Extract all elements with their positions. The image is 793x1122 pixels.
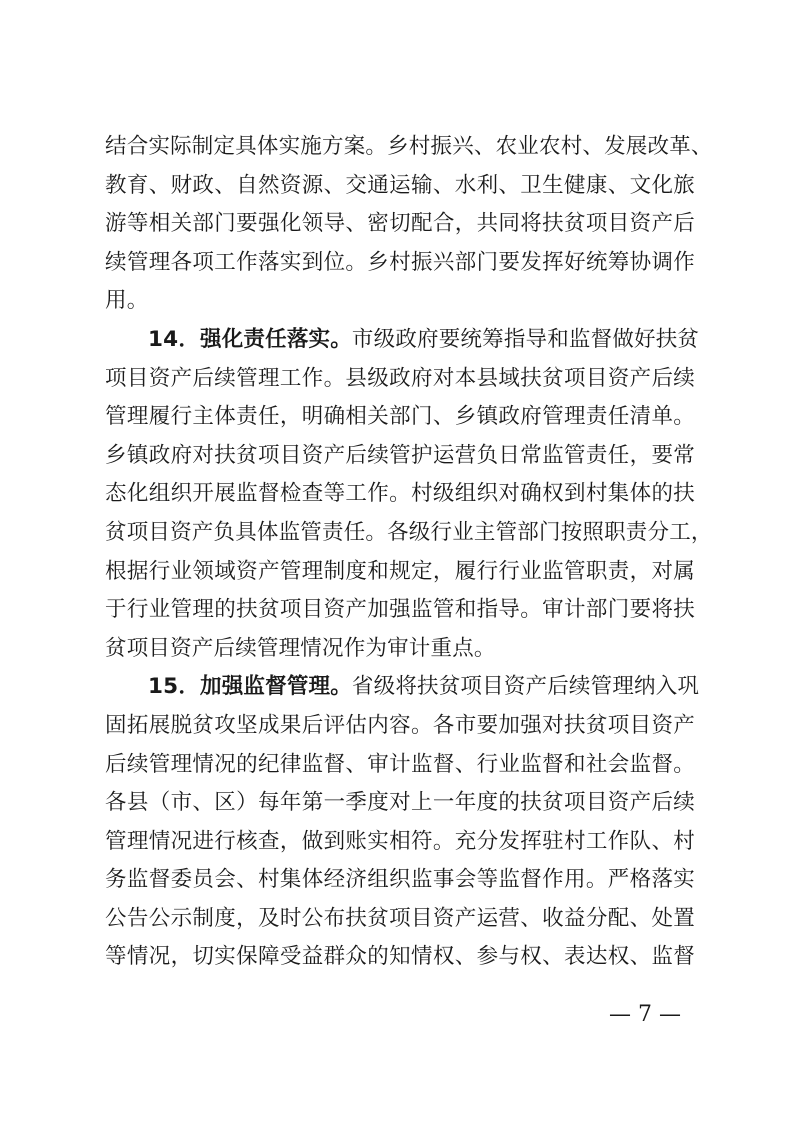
text-line	[105, 321, 700, 360]
text-line: 等情况，切实保障受益群众的知情权、参与权、表达权、监督	[105, 944, 695, 970]
text-line: 续管理各项工作落实到位。乡村振兴部门要发挥好统筹协调作	[105, 249, 695, 275]
text-line: 态化组织开展监督检查等工作。村级组织对确权到村集体的扶	[105, 481, 695, 507]
document-body	[105, 128, 713, 977]
text-line: 用。	[105, 288, 149, 314]
text-line: 管理情况进行核查，做到账实相符。充分发挥驻村工作队、村	[105, 828, 695, 854]
text-line: 贫项目资产负具体监管责任。各级行业主管部门按照职责分工，	[105, 519, 713, 545]
paragraph-15	[105, 668, 700, 977]
text-line: 教育、财政、自然资源、交通运输、水利、卫生健康、文化旅	[105, 172, 695, 198]
section-heading-14: 14．强化责任落实。	[148, 326, 352, 352]
text-line: 公告公示制度，及时公布扶贫项目资产运营、收益分配、处置	[105, 905, 695, 931]
text-line: 根据行业领域资产管理制度和规定，履行行业监管职责，对属	[105, 558, 695, 584]
text-line	[105, 668, 700, 707]
text-line: 务监督委员会、村集体经济组织监事会等监督作用。严格落实	[105, 867, 695, 893]
text-line: 各县（市、区）每年第一季度对上一年度的扶贫项目资产后续	[105, 790, 695, 816]
section-heading-15: 15．加强监督管理。	[148, 674, 352, 700]
text-run: 省级将扶贫项目资产后续管理纳入巩	[351, 674, 700, 700]
text-run: 市级政府要统筹指导和监督做好扶贫	[351, 326, 700, 352]
text-line: 于行业管理的扶贫项目资产加强监管和指导。审计部门要将扶	[105, 597, 695, 623]
text-line: 项目资产后续管理工作。县级政府对本县域扶贫项目资产后续	[105, 365, 695, 391]
text-line: 固拓展脱贫攻坚成果后评估内容。各市要加强对扶贫项目资产	[105, 712, 695, 738]
text-line: 结合实际制定具体实施方案。乡村振兴、农业农村、发展改革、	[105, 134, 713, 159]
text-line: 管理履行主体责任，明确相关部门、乡镇政府管理责任清单。	[105, 404, 695, 430]
text-line: 乡镇政府对扶贫项目资产后续管护运营负日常监管责任，要常	[105, 442, 695, 468]
text-line: 后续管理情况的纪律监督、审计监督、行业监督和社会监督。	[105, 751, 695, 777]
paragraph-14	[105, 321, 713, 668]
text-line: 贫项目资产后续管理情况作为审计重点。	[105, 635, 496, 661]
text-line: 游等相关部门要强化领导、密切配合，共同将扶贫项目资产后	[105, 211, 695, 237]
paragraph-1	[105, 128, 713, 321]
page-number: — 7 —	[609, 1002, 681, 1027]
